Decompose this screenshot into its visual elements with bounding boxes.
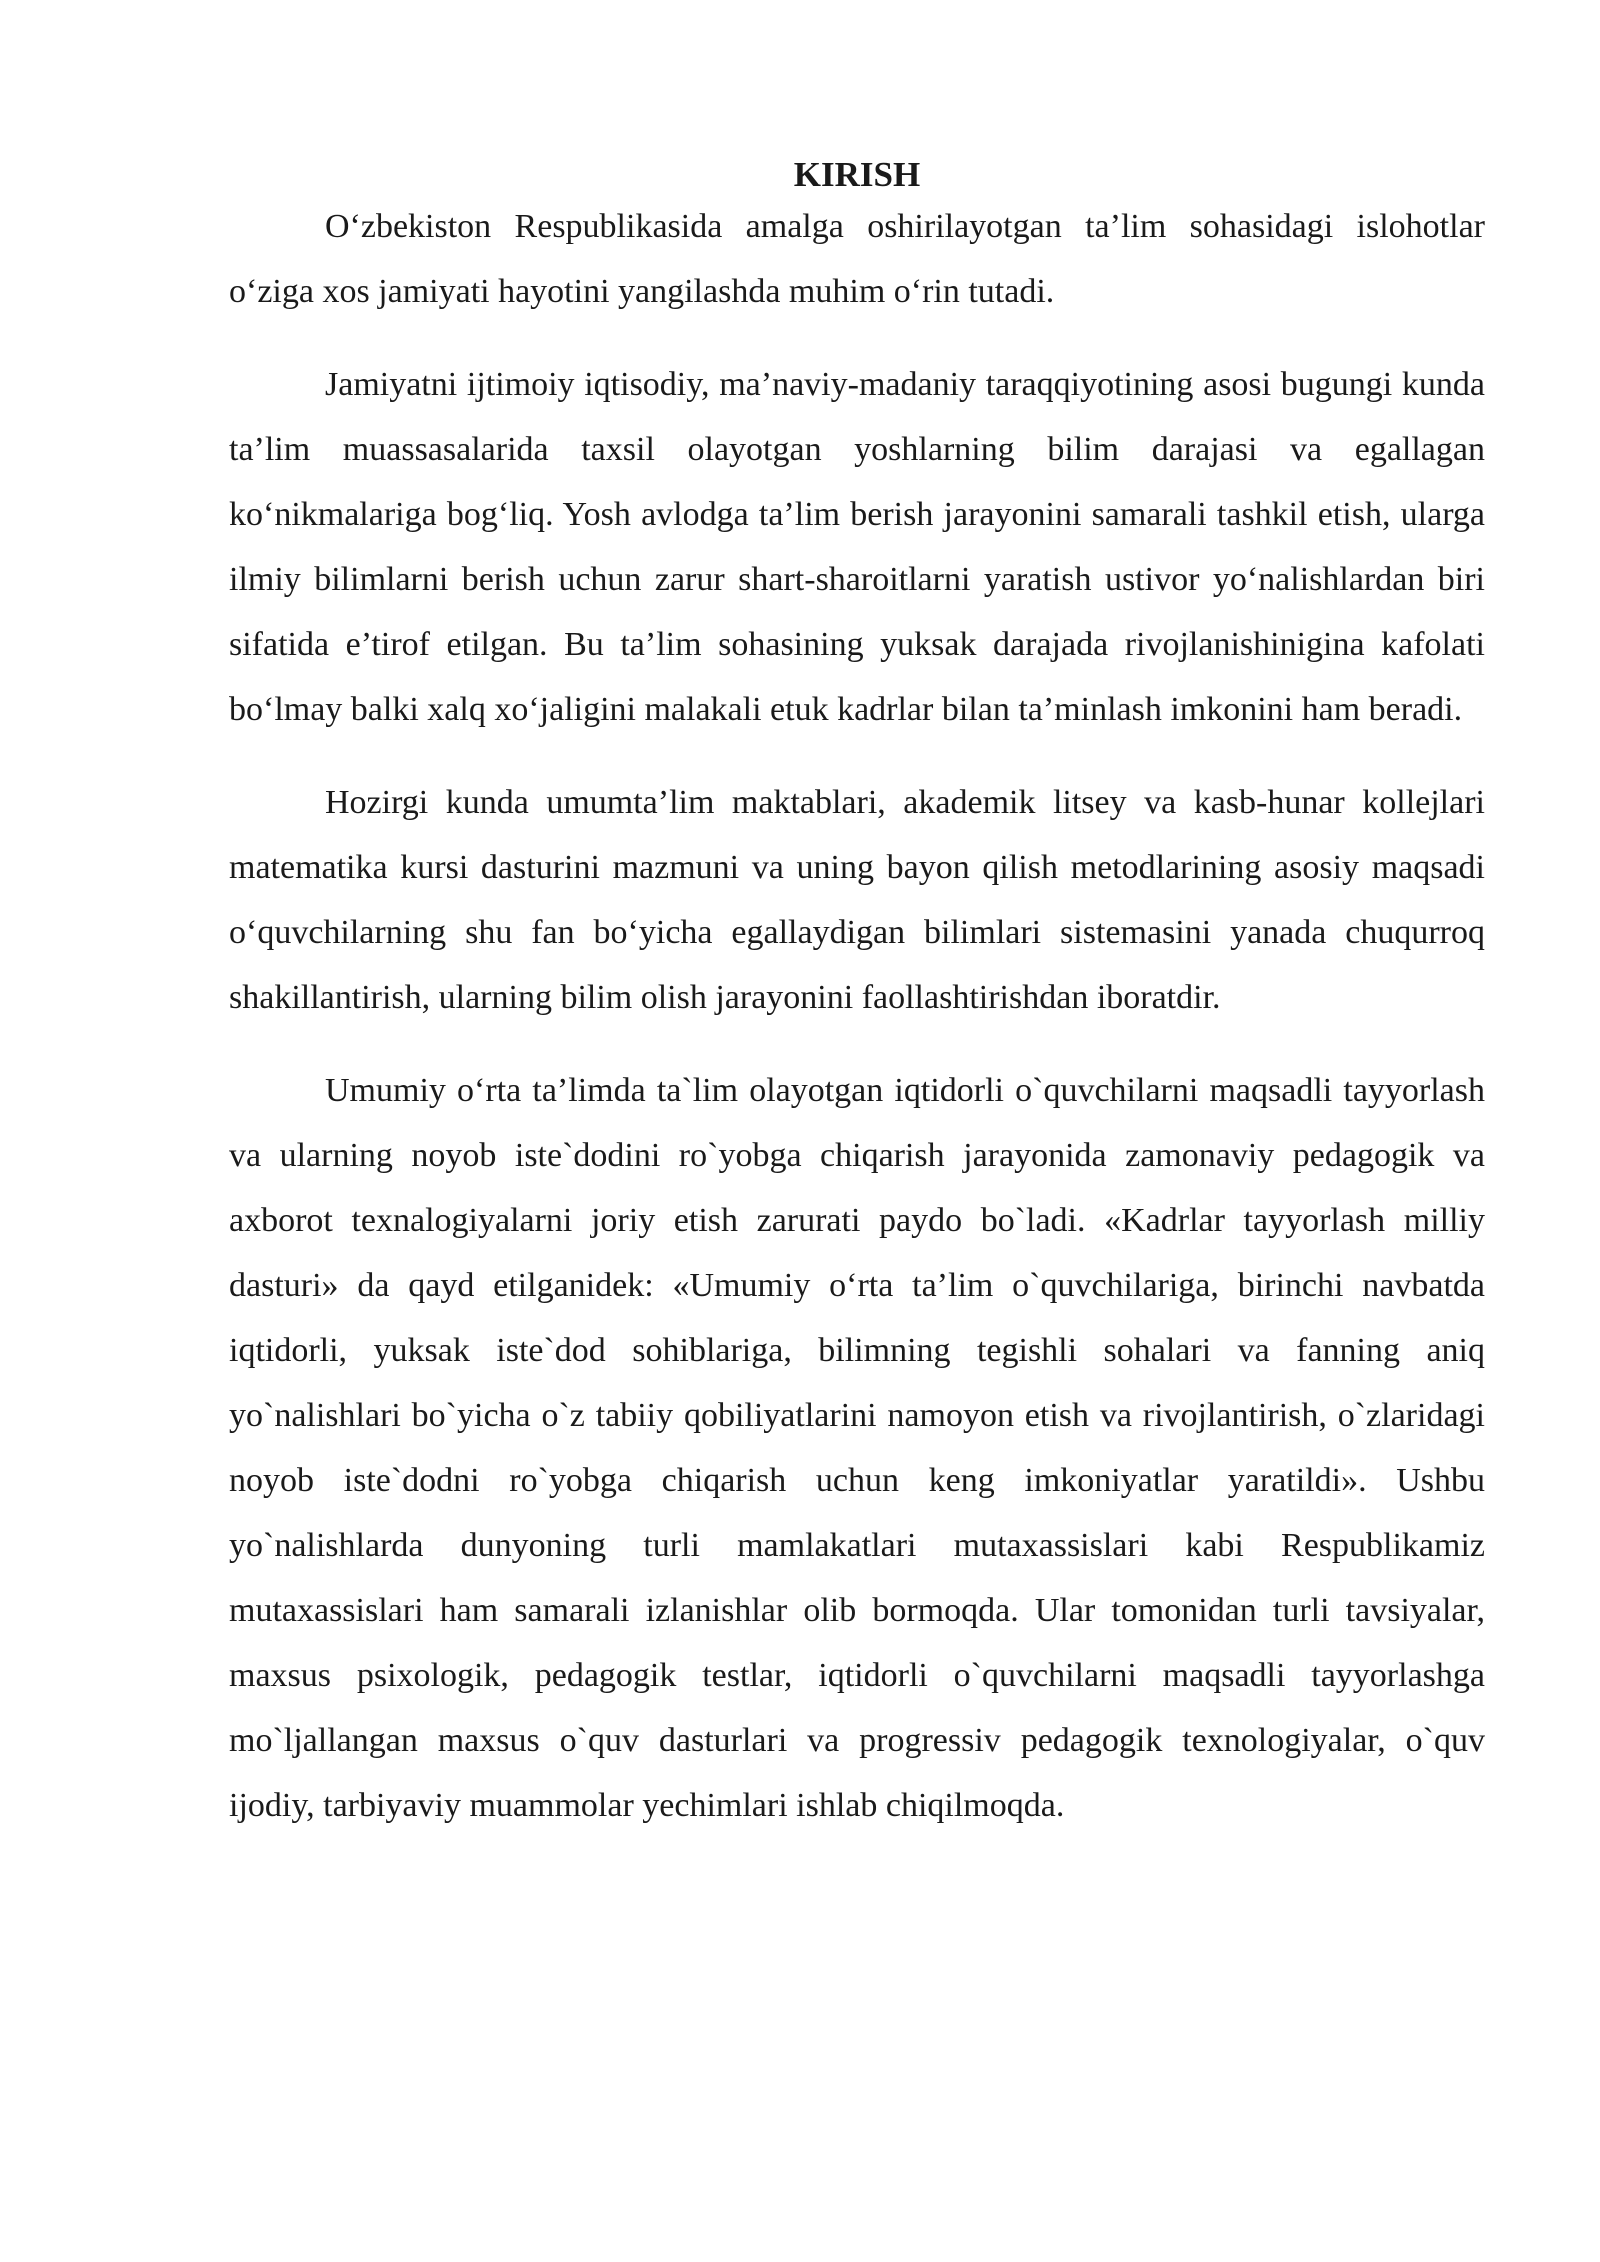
paragraph-2: Jamiyatni ijtimoiy iqtisodiy, ma’naviy-madaniy taraqqiyotining asosi bugungi kunda ta’lim muassasalarida taxsil olayotgan yoshlarning bilim darajasi va egallagan ko‘nikmalariga bog‘liq. Yosh avlodga ta’lim berish jarayonini samarali tashkil etish, ularga ilmiy bilimlarni berish uchun zarur shart-sharoitlarni yaratish ustivor yo‘nalishlardan biri sifatida e’tirof etilgan. Bu ta’lim sohasining yuksak darajada rivojlanishinigina kafolati bo‘lmay balki xalq xo‘jaligini malakali etuk kadrlar bilan ta’minlash imkonini ham beradi. [229,366,1485,728]
paragraph-4: Umumiy o‘rta ta’limda ta`lim olayotgan iqtidorli o`quvchilarni maqsadli tayyorlash va ularning noyob iste`dodini ro`yobga chiqarish jarayonida zamonaviy pedagogik va axborot texnalogiyalarni joriy etish zarurati paydo bo`ladi. «Kadrlar tayyorlash milliy dasturi» da qayd etilganidek: «Umumiy o‘rta ta’lim o`quvchilariga, birinchi navbatda iqtidorli, yuksak iste`dod sohiblariga, bilimning tegishli sohalari va fanning aniq yo`nalishlari bo`yicha o`z tabiiy qobiliyatlarini namoyon etish va rivojlantirish, o`zlaridagi noyob iste`dodni ro`yobga chiqarish uchun keng imkoniyatlar yaratildi». Ushbu yo`nalishlarda dunyoning turli mamlakatlari mutaxassislari kabi Respublikamiz mutaxassislari ham samarali izlanishlar olib bormoqda. Ular tomonidan turli tavsiyalar, maxsus psixologik, pedagogik testlar, iqtidorli o`quvchilarni maqsadli tayyorlashga mo`ljallangan maxsus o`quv dasturlari va progressiv pedagogik texnologiyalar, o`quv ijodiy, tarbiyaviy muammolar yechimlari ishlab chiqilmoqda. [229,1072,1485,1824]
document-body [229,150,1485,1866]
paragraph-3: Hozirgi kunda umumta’lim maktablari, akademik litsey va kasb-hunar kollejlari matematika kursi dasturini mazmuni va uning bayon qilish metodlarining asosiy maqsadi o‘quvchilarning shu fan bo‘yicha egallaydigan bilimlari sistemasini yanada chuqurroq shakillantirish, ularning bilim olish jarayonini faollashtirishdan iboratdir. [229,784,1485,1016]
paragraph-1: O‘zbekiston Respublikasida amalga oshirilayotgan ta’lim sohasidagi islohotlar o‘ziga xos jamiyati hayotini yangilashda muhim o‘rin tutadi. [229,208,1485,310]
page-title: KIRISH [793,155,921,194]
